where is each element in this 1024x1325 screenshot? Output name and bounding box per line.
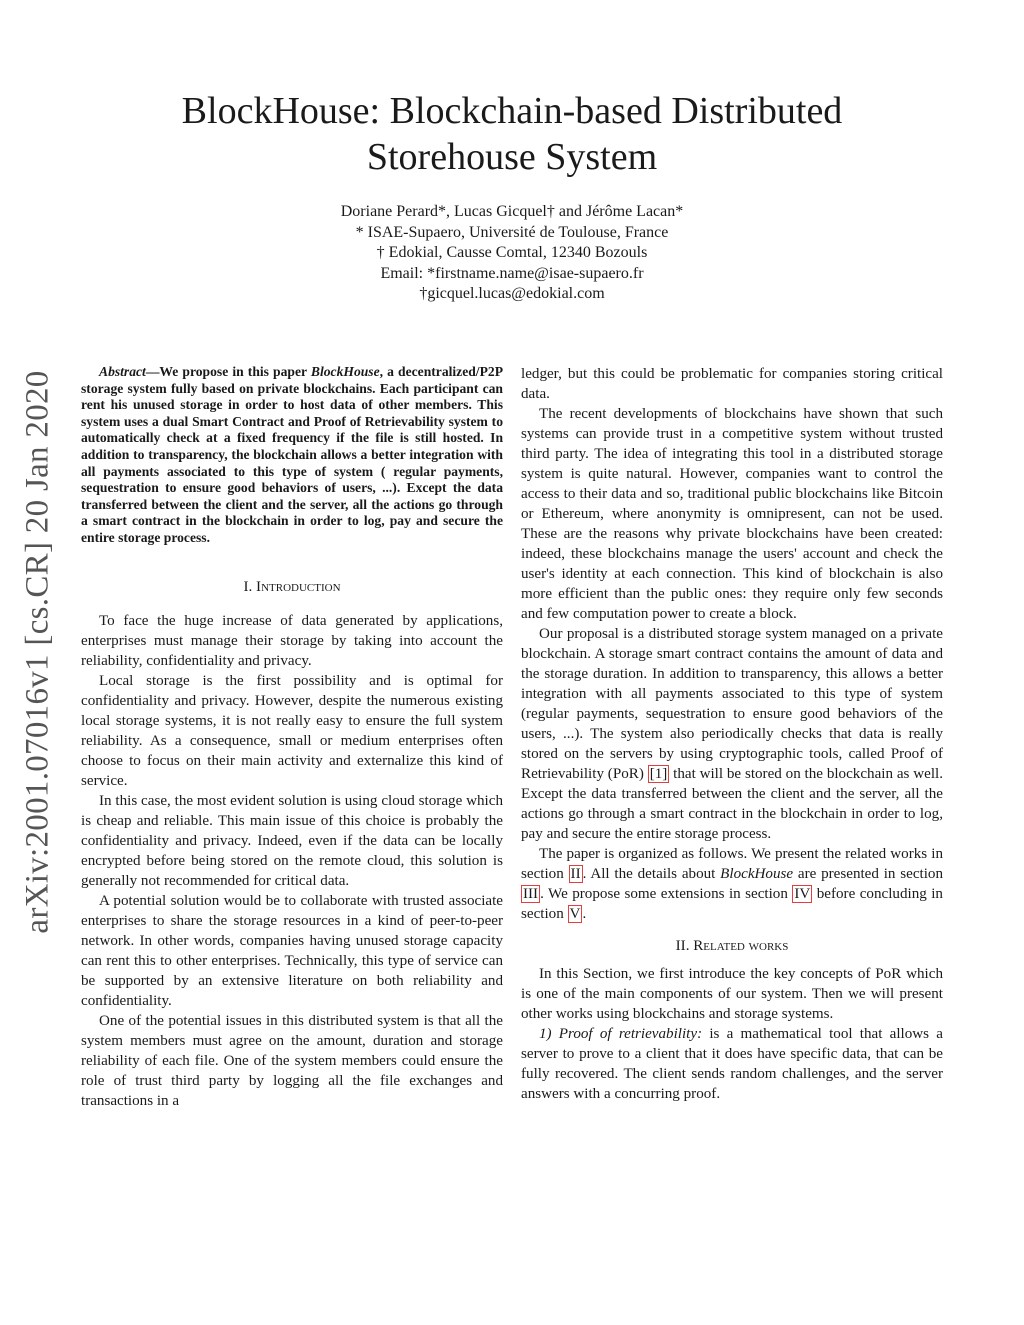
related-subsection-por xyxy=(521,1024,943,1104)
intro-paragraph-4: A potential solution would be to collaborate with trusted associate enterprises to share the storage resources in a kind of peer-to-peer network. In other words, companies having unused storage capacity can rent this to other enterprises. Technically, this type of service can be supported by an extensive literature on both reliability and confidentiality. xyxy=(81,892,503,1009)
section-ref-iv[interactable]: IV xyxy=(794,886,811,902)
intro-paragraph-8 xyxy=(521,844,943,924)
p8-text-e: before concluding in section xyxy=(521,886,943,922)
paper-title xyxy=(0,88,1024,180)
abstract xyxy=(81,364,503,547)
right-column xyxy=(521,364,943,1104)
abstract-system-name: BlockHouse xyxy=(310,364,380,379)
p8-text-b: . All the details about xyxy=(582,866,721,882)
p8-text-d: . We propose some extensions in section xyxy=(540,886,793,902)
intro-paragraph-6: The recent developments of blockchains have shown that such systems can provide trust in a competitive system without trusted third party. The idea of integrating this tool in a distributed storage system is quite natural. However, companies want to control the access to their data and so, traditional public blockchains like Bitcoin or Ethereum, where anonymity is omnipresent, can not be used. These are the reasons why private blockchains have been created: indeed, these blockchains manage the users' account and check the user's identity at each connection. This kind of blockchain is also more efficient than the public ones: they require only few seconds and few computation power to create a block. xyxy=(521,406,943,622)
abstract-text-a: —We propose in this paper xyxy=(145,364,311,379)
intro-paragraph-1: To face the huge increase of data generated by applications, enterprises must manage their storage by taking into account the reliability, confidentiality and privacy. xyxy=(81,612,503,669)
intro-paragraph-3: In this case, the most evident solution is using cloud storage which is cheap and reliable. This main issue of this choice is probably the confidentiality and privacy. Indeed, even if the data can be locally encrypted before being stored on the remote cloud, this solution is generally not recommended for critical data. xyxy=(81,792,503,889)
title-line-2: Storehouse System xyxy=(366,136,658,178)
p8-text-a: The paper is organized as follows. We present the related works in section xyxy=(521,846,943,882)
affiliation-2: † Edokial, Causse Comtal, 12340 Bozouls xyxy=(376,244,648,261)
intro-paragraph-7 xyxy=(521,624,943,844)
intro-paragraph-5: One of the potential issues in this distributed system is that all the system members must agree on the amount, duration and storage reliability of each file. One of the system members could ensure the role of trust third party by logging all the file exchanges and transactions in a xyxy=(81,1012,503,1109)
author-block xyxy=(0,202,1024,305)
intro-paragraph-5-continued: ledger, but this could be problematic for companies storing critical data. xyxy=(521,366,943,402)
author-names: Doriane Perard*, Lucas Gicquel† and Jérôme Lacan* xyxy=(340,203,684,220)
abstract-text-b: , a decentralized/P2P storage system fully based on private blockchains. Each participant can rent his unused storage in order to host data of other members. This system uses a dual Smart Contract and Proof of Retrievability system to automatically check at a fixed frequency if the file is still hosted. In addition to transparency, the blockchain allows a better integration with all payments associated to this type of system ( regular payments, sequestration to ensure good behaviors of users, ...). Except the data transferred between the client and the server, all the actions go through a smart contract in the blockchain in order to log, pay and secure the entire storage process. xyxy=(81,364,503,545)
arxiv-stamp: arXiv:2001.07016v1 [cs.CR] 20 Jan 2020 xyxy=(19,370,56,934)
title-line-1: BlockHouse: Blockchain-based Distributed xyxy=(181,90,843,132)
section-2-heading: II. Related works xyxy=(675,938,789,954)
section-ref-iii[interactable]: III xyxy=(523,886,539,902)
abstract-label: Abstract xyxy=(99,364,146,379)
por-subheading: 1) Proof of retrievability: xyxy=(539,1026,703,1042)
p8-system-name: BlockHouse xyxy=(720,866,794,882)
email-line-2: †gicquel.lucas@edokial.com xyxy=(419,285,605,302)
related-paragraph-1: In this Section, we first introduce the key concepts of PoR which is one of the main components of our system. Then we will present other works using blockchains and storage systems. xyxy=(521,966,943,1022)
p8-text-f: . xyxy=(582,906,587,922)
p7-text-b: that will be stored on the blockchain as well. Except the data transferred between the client and the server, all the actions go through a smart contract in the blockchain in order to log, pay and secure the entire storage process. xyxy=(521,766,944,842)
citation-link-1[interactable]: [1] xyxy=(649,766,668,782)
p8-text-c: are presented in section xyxy=(793,866,943,882)
intro-paragraph-2: Local storage is the first possibility and is optimal for confidentiality and privacy. However, despite the numerous existing local storage systems, it is not really easy to ensure the full system reliability. As a consequence, small or medium enterprises often choose to focus on their main activity and externalize this kind of service. xyxy=(81,672,503,789)
email-line-1: Email: *firstname.name@isae-supaero.fr xyxy=(380,264,644,282)
p7-text-a: Our proposal is a distributed storage system managed on a private blockchain. A storage smart contract contains the amount of data and the storage duration. In addition to transparency, this allows a better integration with all payments associated to this type of system (regular payments, sequestration to ensure good behaviors of the users, ...). The system also periodically checks that data is really stored on the servers by using cryptographic tools, called Proof of Retrievability (PoR) xyxy=(521,626,943,782)
affiliation-1: * ISAE-Supaero, Université de Toulouse, France xyxy=(355,223,669,241)
section-1-heading: I. Introduction xyxy=(243,578,341,595)
section-ref-ii[interactable]: II xyxy=(570,866,581,882)
por-text: is a mathematical tool that allows a server to prove to a client that it does have specific data, that can be fully recovered. The client sends random challenges, and the server answers with a concurring proof. xyxy=(521,1026,943,1102)
left-column xyxy=(81,364,503,1111)
section-ref-v[interactable]: V xyxy=(569,906,581,922)
